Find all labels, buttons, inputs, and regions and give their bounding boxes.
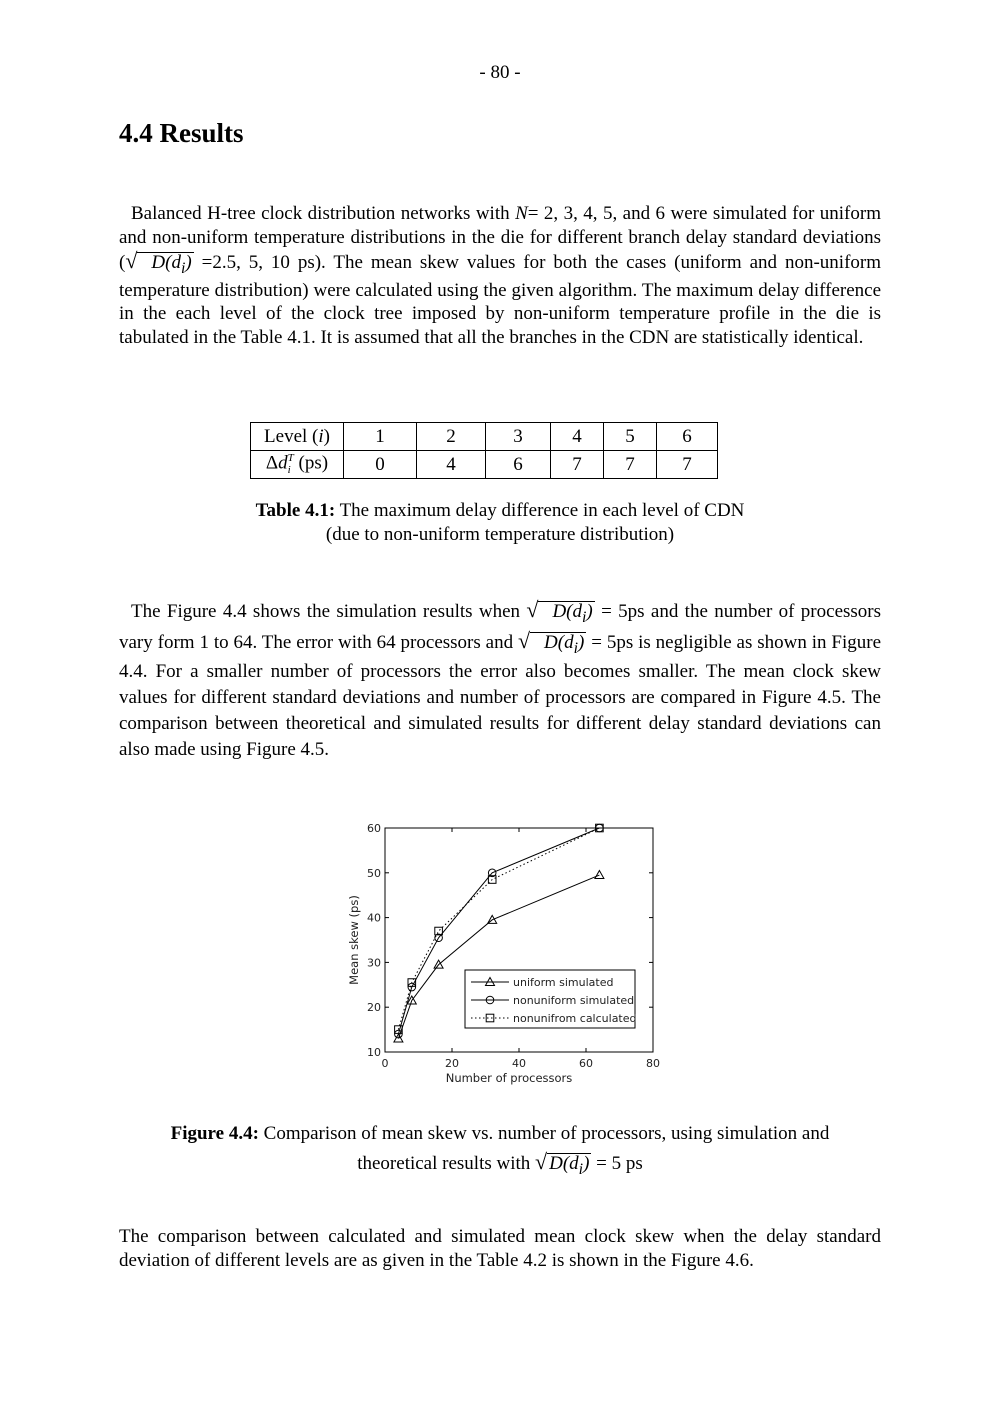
sqrt-expression: $D(d_i)$ [530,632,586,659]
table-cell: 1 [344,423,417,451]
y-axis-label: Mean skew (ps) [347,895,361,985]
legend-label: nonuniform simulated [513,994,635,1007]
results-paragraph-2 [119,597,881,763]
table-cell: 5 [604,423,657,451]
sqrt-expression: $D(d_i)$ [538,601,594,628]
sqrt-expression: $D(d_i)$ [549,1153,590,1178]
figure-caption-line2-prefix: theoretical results with [357,1153,536,1174]
figure-caption [150,1120,850,1180]
sqrt-icon: √ [535,1149,548,1174]
table-cell: 7 [604,451,657,479]
table-caption-line2: (due to non-uniform temperature distribution) [325,524,675,545]
table-caption [150,499,850,547]
p2-eq1: = 5ps [594,601,645,622]
y-tick-label: 10 [367,1046,381,1059]
x-axis-label: Number of processors [445,1071,573,1085]
figure-caption-line1: Comparison of mean skew vs. number of processors, using simulation and [258,1123,830,1144]
x-tick-label: 20 [445,1057,459,1070]
y-tick-label: 50 [367,866,381,880]
p2-part3: is negligible as shown in Figure 4.4. For a smaller number of processors the error also becomes smaller. The mean clock skew values for different standard deviations and number of processors are compared in Figure 4.5. The comparison between theoretical and simulated results for different delay standard deviations can also made using Figure 4.5. [119,631,882,760]
x-tick-label: 80 [646,1057,660,1070]
legend-label: nonunifrom calculated [513,1012,637,1025]
section-heading: 4.4 Results [119,118,244,148]
p2-part2: and the number of processors vary form 1 to 64. The error with 64 processors and [119,601,882,653]
sqrt-expression: $D(d_i)$ [137,252,193,279]
page-number: - 80 - [479,62,521,83]
p1-n-symbol: N [515,203,528,224]
table-cell: 7 [551,451,604,479]
p1-values: =2.5, 5, 10 ps). [193,252,326,273]
table-cell: 4 [417,451,486,479]
p1-rest: The mean skew values for both the cases (uniform and non-uniform temperature distribution) were calculated using the given algorithm. The maximum delay difference in the each level of the clock tree imposed by non-uniform temperature profile in the die is tabulated in the Table 4.1. It is assumed that all the branches in the CDN are statistically identical. [119,252,882,348]
p1-lead: Balanced H-tree clock distribution networks with [131,203,516,224]
table-cell: 6 [486,451,551,479]
x-tick-label: 40 [512,1057,526,1070]
results-paragraph-3: The comparison between calculated and simulated mean clock skew when the delay standard deviation of different levels are as given in the Table 4.2 is shown in the Figure 4.6. [119,1226,881,1271]
x-tick-label: 60 [579,1057,593,1070]
table-cell: 6 [657,423,718,451]
table-caption-line1: The maximum delay difference in each level of CDN [335,500,745,521]
sqrt-icon: √ [526,597,539,622]
table-cell: 4 [551,423,604,451]
table-row-level [251,423,718,451]
table-row-delay [251,451,718,479]
table-cell: 7 [657,451,718,479]
table-header-delay: $\Delta d_i^T$ (ps) [251,451,344,479]
p2-part1: The Figure 4.4 shows the simulation results when [131,601,527,622]
x-tick-label: 0 [381,1057,389,1070]
data-point-triangle [595,871,604,879]
table-cell: 2 [417,423,486,451]
y-tick-label: 60 [367,822,381,835]
results-paragraph-1 [119,202,881,349]
table-caption-label: Table 4.1: [255,500,336,521]
figure-caption-line2-suffix: = 5 ps [591,1153,643,1174]
p2-eq2: = 5ps [586,631,634,653]
y-tick-label: 40 [367,911,381,925]
y-tick-label: 30 [367,956,381,970]
table-header-level: Level (i) [251,423,344,451]
y-tick-label: 20 [367,1001,381,1015]
sqrt-icon: √ [125,248,138,273]
table-cell: 3 [486,423,551,451]
legend-label: uniform simulated [513,976,614,989]
table-cell: 0 [344,451,417,479]
p1-after-n: = 2, 3, 4, 5, and 6 were simulated for uniform and non-uniform temperature distributions in the die for different branch delay standard deviations ( [119,203,881,273]
mean-skew-chart [340,815,680,1095]
sqrt-icon: √ [517,627,531,653]
delay-table [250,422,718,479]
figure-caption-label: Figure 4.4: [170,1123,259,1144]
